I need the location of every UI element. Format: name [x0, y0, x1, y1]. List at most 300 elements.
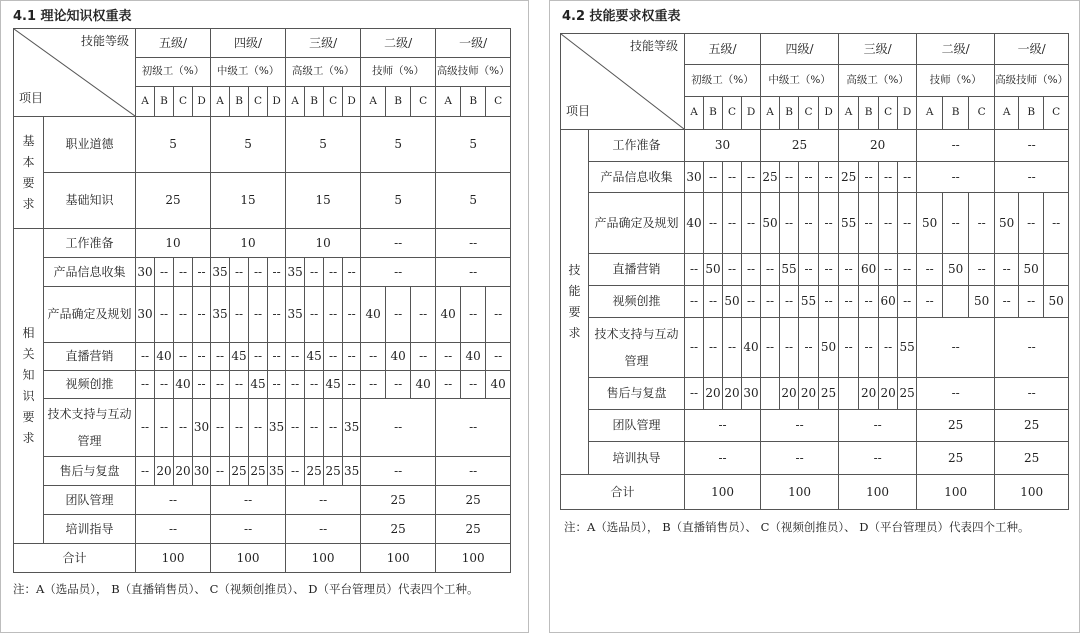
value-cell: -- — [361, 399, 436, 457]
value-cell: -- — [211, 399, 230, 457]
total-cell: 100 — [839, 475, 917, 510]
row-label: 工作准备 — [44, 229, 136, 258]
total-cell: 100 — [211, 544, 286, 573]
value-cell: 20 — [879, 378, 898, 410]
value-cell: 55 — [799, 286, 819, 318]
value-cell: -- — [174, 258, 193, 287]
value-cell: -- — [898, 162, 917, 193]
value-cell: -- — [819, 254, 839, 286]
value-cell: -- — [305, 399, 324, 457]
type-header: C — [324, 87, 343, 117]
value-cell: -- — [305, 258, 324, 287]
table-row — [14, 258, 511, 287]
type-header: C — [969, 97, 995, 130]
value-cell: -- — [704, 286, 723, 318]
value-cell: -- — [742, 254, 761, 286]
type-header: A — [761, 97, 780, 130]
level-3-title: 高级工（%） — [839, 65, 917, 97]
value-cell: -- — [685, 318, 704, 378]
value-cell: 40 — [486, 371, 511, 399]
table-row — [561, 286, 1069, 318]
value-cell: 50 — [995, 193, 1019, 254]
value-cell: 5 — [136, 117, 211, 173]
value-cell: -- — [155, 287, 174, 343]
type-header: A — [436, 87, 461, 117]
value-cell: -- — [361, 229, 436, 258]
value-cell: -- — [685, 442, 761, 475]
value-cell: -- — [155, 371, 174, 399]
total-label: 合计 — [561, 475, 685, 510]
table1-note: 注：A（选品员）， B（直播销售员）、 C（视频创推员）、 D（平台管理员）代表四个工种。 — [13, 582, 479, 596]
type-header: D — [819, 97, 839, 130]
value-cell: -- — [211, 457, 230, 486]
value-cell: 20 — [799, 378, 819, 410]
value-cell: 20 — [174, 457, 193, 486]
table-row — [14, 173, 511, 229]
value-cell: -- — [411, 287, 436, 343]
value-cell: -- — [343, 287, 361, 343]
table-row — [14, 457, 511, 486]
value-cell: -- — [136, 515, 211, 544]
value-cell: -- — [343, 371, 361, 399]
value-cell: -- — [917, 254, 943, 286]
value-cell: 15 — [211, 173, 286, 229]
value-cell: 25 — [305, 457, 324, 486]
value-cell: -- — [361, 258, 436, 287]
value-cell: 25 — [249, 457, 268, 486]
value-cell: 45 — [305, 343, 324, 371]
type-header: C — [486, 87, 511, 117]
value-cell: 40 — [742, 318, 761, 378]
value-cell: -- — [155, 258, 174, 287]
value-cell: -- — [969, 254, 995, 286]
value-cell: -- — [819, 162, 839, 193]
value-cell: -- — [361, 371, 386, 399]
value-cell: -- — [917, 130, 995, 162]
value-cell: -- — [839, 410, 917, 442]
value-cell: -- — [879, 193, 898, 254]
value-cell: 25 — [136, 173, 211, 229]
value-cell: -- — [839, 318, 859, 378]
value-cell: 25 — [898, 378, 917, 410]
value-cell: -- — [799, 254, 819, 286]
value-cell: -- — [723, 193, 742, 254]
value-cell: -- — [995, 318, 1069, 378]
value-cell: -- — [780, 286, 799, 318]
type-header: A — [136, 87, 155, 117]
value-cell: -- — [704, 318, 723, 378]
value-cell: 10 — [136, 229, 211, 258]
type-header: C — [174, 87, 193, 117]
value-cell: -- — [436, 258, 511, 287]
value-cell: 10 — [211, 229, 286, 258]
row-label: 产品确定及规划 — [589, 193, 685, 254]
table1-title: 4.1 理论知识权重表 — [13, 9, 132, 24]
total-label: 合计 — [14, 544, 136, 573]
row-label: 产品确定及规划 — [44, 287, 136, 343]
type-header: B — [1019, 97, 1044, 130]
value-cell: -- — [361, 343, 386, 371]
row-label: 视频创推 — [589, 286, 685, 318]
value-cell: -- — [799, 318, 819, 378]
value-cell: -- — [174, 343, 193, 371]
value-cell: 25 — [361, 515, 436, 544]
value-cell: -- — [436, 399, 511, 457]
value-cell: -- — [685, 378, 704, 410]
value-cell: -- — [461, 371, 486, 399]
value-cell: -- — [898, 193, 917, 254]
group-skill-requirements: 技 能 要 求 — [561, 130, 589, 475]
value-cell: -- — [995, 378, 1069, 410]
row-label: 团队管理 — [589, 410, 685, 442]
value-cell: -- — [193, 258, 211, 287]
value-cell: -- — [1044, 193, 1069, 254]
value-cell: 20 — [155, 457, 174, 486]
level-4-title: 中级工（%） — [761, 65, 839, 97]
value-cell: -- — [436, 457, 511, 486]
value-cell: -- — [249, 343, 268, 371]
value-cell: -- — [249, 287, 268, 343]
level-1-title: 高级技师（%） — [995, 65, 1069, 97]
value-cell: -- — [193, 343, 211, 371]
value-cell: -- — [704, 162, 723, 193]
value-cell: -- — [780, 162, 799, 193]
value-cell — [761, 378, 780, 410]
value-cell: 55 — [839, 193, 859, 254]
value-cell: -- — [761, 286, 780, 318]
value-cell: -- — [268, 258, 286, 287]
row-label: 产品信息收集 — [589, 162, 685, 193]
value-cell: -- — [324, 399, 343, 457]
value-cell: 30 — [136, 258, 155, 287]
value-cell: 45 — [249, 371, 268, 399]
table-row — [561, 442, 1069, 475]
row-label: 直播营销 — [589, 254, 685, 286]
value-cell: 40 — [386, 343, 411, 371]
total-cell: 100 — [995, 475, 1069, 510]
table-row — [14, 399, 511, 457]
value-cell: -- — [859, 162, 879, 193]
value-cell: 25 — [230, 457, 249, 486]
type-header: B — [704, 97, 723, 130]
type-header: B — [859, 97, 879, 130]
theory-weight-panel — [0, 0, 529, 633]
value-cell: 20 — [723, 378, 742, 410]
value-cell: -- — [268, 371, 286, 399]
value-cell: 20 — [780, 378, 799, 410]
value-cell: 5 — [436, 173, 511, 229]
value-cell: -- — [742, 193, 761, 254]
value-cell: -- — [723, 254, 742, 286]
type-header: B — [386, 87, 411, 117]
value-cell: 30 — [193, 457, 211, 486]
level-1-title: 高级技师（%） — [436, 58, 511, 87]
total-cell: 100 — [761, 475, 839, 510]
value-cell: 5 — [211, 117, 286, 173]
type-header: C — [249, 87, 268, 117]
type-header: A — [211, 87, 230, 117]
value-cell: -- — [211, 371, 230, 399]
level-5-title: 初级工（%） — [685, 65, 761, 97]
value-cell: -- — [704, 193, 723, 254]
value-cell: -- — [1019, 286, 1044, 318]
row-label: 视频创推 — [44, 371, 136, 399]
value-cell: 30 — [193, 399, 211, 457]
total-cell: 100 — [436, 544, 511, 573]
total-cell: 100 — [685, 475, 761, 510]
value-cell: 30 — [136, 287, 155, 343]
type-header: C — [1044, 97, 1069, 130]
table-row — [14, 371, 511, 399]
item-label: 项目 — [566, 104, 591, 118]
value-cell: -- — [436, 343, 461, 371]
type-header: B — [461, 87, 486, 117]
value-cell: 55 — [898, 318, 917, 378]
value-cell: 40 — [174, 371, 193, 399]
value-cell: 45 — [230, 343, 249, 371]
value-cell: 40 — [461, 343, 486, 371]
value-cell: -- — [917, 318, 995, 378]
value-cell — [1044, 254, 1069, 286]
total-cell: 100 — [136, 544, 211, 573]
value-cell: -- — [136, 399, 155, 457]
value-cell: -- — [361, 457, 436, 486]
table-row — [14, 117, 511, 173]
value-cell: 50 — [1044, 286, 1069, 318]
value-cell: -- — [136, 343, 155, 371]
value-cell: -- — [230, 287, 249, 343]
value-cell: 5 — [361, 173, 436, 229]
total-cell: 100 — [917, 475, 995, 510]
theory-weight-table — [13, 28, 511, 573]
value-cell: -- — [286, 399, 305, 457]
table-row — [561, 318, 1069, 378]
value-cell: -- — [286, 486, 361, 515]
level-1-header: 一级/ — [995, 34, 1069, 65]
total-cell: 100 — [286, 544, 361, 573]
value-cell: -- — [917, 162, 995, 193]
value-cell: -- — [343, 343, 361, 371]
value-cell: 45 — [324, 371, 343, 399]
level-5-header: 五级/ — [136, 29, 211, 58]
value-cell: -- — [859, 193, 879, 254]
value-cell: -- — [780, 318, 799, 378]
value-cell: 35 — [268, 399, 286, 457]
table-row — [14, 515, 511, 544]
skill-level-label: 技能等级 — [80, 34, 129, 48]
total-cell: 100 — [361, 544, 436, 573]
type-header: A — [995, 97, 1019, 130]
value-cell: 10 — [286, 229, 361, 258]
value-cell: 25 — [436, 515, 511, 544]
value-cell: -- — [943, 193, 969, 254]
value-cell: -- — [780, 193, 799, 254]
value-cell: -- — [386, 287, 411, 343]
total-row — [14, 544, 511, 573]
value-cell: -- — [286, 515, 361, 544]
row-label: 培训指导 — [44, 515, 136, 544]
value-cell: -- — [211, 486, 286, 515]
type-header: D — [898, 97, 917, 130]
value-cell: -- — [799, 162, 819, 193]
value-cell: -- — [879, 318, 898, 378]
value-cell: -- — [742, 286, 761, 318]
table-row — [561, 410, 1069, 442]
type-header: A — [917, 97, 943, 130]
value-cell: -- — [155, 399, 174, 457]
value-cell: -- — [286, 343, 305, 371]
header-row-levels — [14, 29, 511, 58]
type-header: C — [799, 97, 819, 130]
value-cell: 40 — [155, 343, 174, 371]
value-cell: -- — [286, 371, 305, 399]
value-cell: 35 — [343, 399, 361, 457]
level-5-title: 初级工（%） — [136, 58, 211, 87]
value-cell: 40 — [361, 287, 386, 343]
value-cell: 25 — [761, 130, 839, 162]
header-row-levels — [561, 34, 1069, 65]
table-row — [561, 193, 1069, 254]
value-cell: 30 — [685, 130, 761, 162]
value-cell: 35 — [268, 457, 286, 486]
row-label: 培训执导 — [589, 442, 685, 475]
value-cell: 35 — [343, 457, 361, 486]
value-cell: -- — [819, 193, 839, 254]
value-cell: -- — [136, 457, 155, 486]
table-row — [14, 287, 511, 343]
value-cell: -- — [193, 287, 211, 343]
value-cell: -- — [286, 457, 305, 486]
value-cell: -- — [324, 258, 343, 287]
value-cell: -- — [799, 193, 819, 254]
type-header: D — [343, 87, 361, 117]
table-row — [14, 343, 511, 371]
value-cell: -- — [268, 343, 286, 371]
type-header: B — [780, 97, 799, 130]
value-cell: -- — [1019, 193, 1044, 254]
value-cell: -- — [898, 254, 917, 286]
value-cell: 25 — [839, 162, 859, 193]
row-label: 售后与复盘 — [589, 378, 685, 410]
value-cell: -- — [193, 371, 211, 399]
type-header: A — [286, 87, 305, 117]
value-cell: -- — [917, 378, 995, 410]
value-cell: -- — [343, 258, 361, 287]
value-cell: -- — [761, 410, 839, 442]
skill-weight-panel — [549, 0, 1080, 633]
value-cell: 25 — [995, 442, 1069, 475]
row-label: 职业道德 — [44, 117, 136, 173]
group-related-knowledge: 相 关 知 识 要 求 — [14, 229, 44, 544]
level-4-title: 中级工（%） — [211, 58, 286, 87]
value-cell: -- — [174, 399, 193, 457]
diagonal-header-cell — [14, 29, 136, 117]
value-cell: -- — [995, 286, 1019, 318]
type-header: A — [685, 97, 704, 130]
type-header: A — [361, 87, 386, 117]
value-cell: -- — [995, 254, 1019, 286]
row-label: 技术支持与互动管理 — [589, 318, 685, 378]
level-5-header: 五级/ — [685, 34, 761, 65]
value-cell: -- — [305, 287, 324, 343]
value-cell: -- — [324, 343, 343, 371]
value-cell: 50 — [704, 254, 723, 286]
type-header: A — [839, 97, 859, 130]
table2-note: 注：A（选品员）， B（直播销售员）、 C（视频创推员）、 D（平台管理员）代表四个工种。 — [564, 520, 1030, 534]
value-cell: -- — [839, 442, 917, 475]
table-row — [561, 130, 1069, 162]
level-3-header: 三级/ — [839, 34, 917, 65]
value-cell: -- — [174, 287, 193, 343]
table-row — [14, 229, 511, 258]
value-cell: 30 — [742, 378, 761, 410]
value-cell: -- — [819, 286, 839, 318]
value-cell: -- — [761, 254, 780, 286]
value-cell: 50 — [917, 193, 943, 254]
type-header: B — [230, 87, 249, 117]
value-cell: 60 — [859, 254, 879, 286]
value-cell: -- — [761, 442, 839, 475]
table-row — [561, 254, 1069, 286]
value-cell: -- — [324, 287, 343, 343]
level-2-title: 技师（%） — [361, 58, 436, 87]
level-1-header: 一级/ — [436, 29, 511, 58]
row-label: 技术支持与互动管理 — [44, 399, 136, 457]
type-header: D — [193, 87, 211, 117]
row-label: 基础知识 — [44, 173, 136, 229]
value-cell: 30 — [685, 162, 704, 193]
row-label: 直播营销 — [44, 343, 136, 371]
value-cell: 40 — [436, 287, 461, 343]
value-cell: -- — [969, 193, 995, 254]
type-header: B — [305, 87, 324, 117]
value-cell: 15 — [286, 173, 361, 229]
type-header: B — [155, 87, 174, 117]
diagonal-header-cell — [561, 34, 685, 130]
table-row — [14, 486, 511, 515]
value-cell: 40 — [685, 193, 704, 254]
value-cell: 50 — [819, 318, 839, 378]
value-cell: 50 — [723, 286, 742, 318]
value-cell: 25 — [819, 378, 839, 410]
table2-title: 4.2 技能要求权重表 — [562, 9, 681, 24]
value-cell: -- — [995, 130, 1069, 162]
value-cell: 5 — [361, 117, 436, 173]
value-cell: 5 — [436, 117, 511, 173]
value-cell: -- — [230, 399, 249, 457]
value-cell: 25 — [361, 486, 436, 515]
type-header: D — [268, 87, 286, 117]
value-cell: -- — [917, 286, 943, 318]
table-row — [561, 378, 1069, 410]
value-cell: 25 — [324, 457, 343, 486]
value-cell: 5 — [286, 117, 361, 173]
type-header: C — [723, 97, 742, 130]
value-cell — [943, 286, 969, 318]
skill-level-label: 技能等级 — [629, 39, 678, 53]
value-cell: -- — [136, 486, 211, 515]
value-cell: -- — [879, 254, 898, 286]
value-cell: 40 — [411, 371, 436, 399]
value-cell: -- — [859, 318, 879, 378]
value-cell: -- — [685, 254, 704, 286]
value-cell: -- — [461, 287, 486, 343]
value-cell: -- — [305, 371, 324, 399]
skill-weight-table — [560, 33, 1069, 510]
item-label: 项目 — [19, 91, 44, 105]
value-cell: 25 — [917, 442, 995, 475]
type-header: B — [943, 97, 969, 130]
